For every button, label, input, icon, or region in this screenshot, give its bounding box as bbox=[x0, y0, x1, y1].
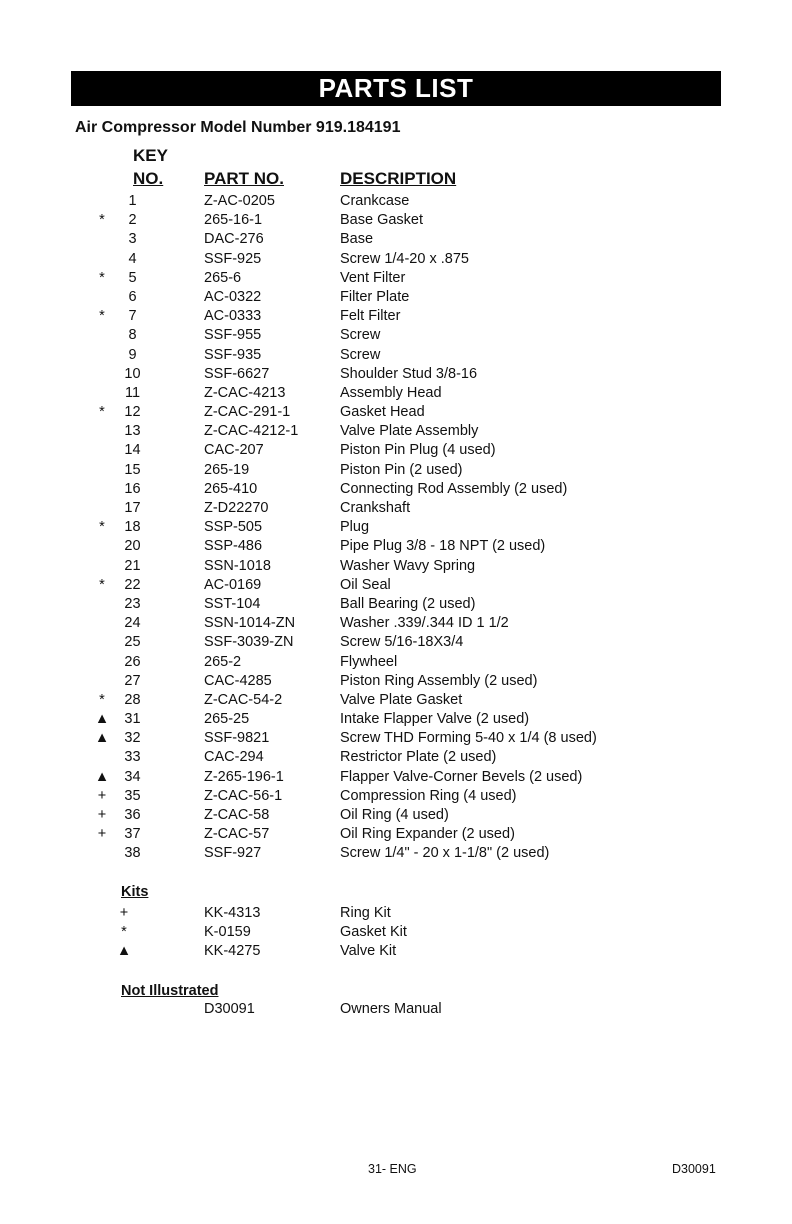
kit-marker: * bbox=[99, 576, 105, 593]
table-row bbox=[0, 288, 792, 307]
part-description: Vent Filter bbox=[340, 269, 406, 286]
key-number: 17 bbox=[124, 500, 141, 516]
table-row bbox=[0, 461, 792, 480]
key-header: KEY bbox=[133, 146, 168, 165]
table-row bbox=[0, 672, 792, 691]
part-number: CAC-207 bbox=[204, 442, 264, 459]
table-row bbox=[0, 384, 792, 403]
table-row bbox=[0, 269, 792, 288]
kit-row bbox=[0, 904, 792, 923]
part-number: SSN-1018 bbox=[204, 557, 271, 574]
key-number: 9 bbox=[128, 346, 137, 363]
kit-marker: * bbox=[99, 212, 105, 229]
part-number: 265-25 bbox=[204, 711, 250, 728]
part-number: CAC-4285 bbox=[204, 672, 272, 689]
not-illustrated-row bbox=[0, 1000, 792, 1019]
key-number: 14 bbox=[124, 442, 141, 459]
no-header: NO. bbox=[133, 169, 164, 188]
kit-marker: * bbox=[121, 924, 127, 941]
part-number: Z-CAC-57 bbox=[204, 826, 270, 843]
part-number: Z-265-196-1 bbox=[204, 768, 284, 785]
part-no-header: PART NO. bbox=[204, 169, 284, 188]
part-number: SSF-955 bbox=[204, 327, 262, 344]
part-description: Oil Ring (4 used) bbox=[340, 807, 449, 823]
page-number: 31- ENG bbox=[368, 1162, 417, 1176]
part-description: Crankshaft bbox=[340, 500, 411, 516]
key-number: 5 bbox=[128, 269, 137, 286]
kit-marker: * bbox=[99, 269, 105, 286]
key-number: 25 bbox=[124, 634, 141, 651]
table-row bbox=[0, 230, 792, 249]
key-number: 34 bbox=[124, 768, 141, 785]
part-number: 265-19 bbox=[204, 461, 250, 478]
key-number: 15 bbox=[124, 461, 141, 478]
table-row bbox=[0, 614, 792, 633]
part-description: Screw 1/4-20 x .875 bbox=[340, 250, 469, 267]
part-description: Felt Filter bbox=[340, 308, 401, 325]
table-row bbox=[0, 441, 792, 460]
table-row bbox=[0, 768, 792, 787]
kit-marker: + bbox=[97, 787, 107, 804]
part-description: Connecting Rod Assembly (2 used) bbox=[340, 480, 568, 497]
key-number: 35 bbox=[124, 787, 141, 804]
kits-title: Kits bbox=[121, 884, 149, 900]
kit-part-number: KK-4275 bbox=[204, 943, 261, 960]
table-row bbox=[0, 710, 792, 729]
part-number: SSF-927 bbox=[204, 845, 262, 862]
key-number: 22 bbox=[124, 576, 141, 593]
key-number: 10 bbox=[124, 365, 141, 382]
parts-list-banner: PARTS LIST bbox=[71, 71, 721, 106]
part-description: Screw 5/16-18X3/4 bbox=[340, 634, 464, 651]
table-row bbox=[0, 557, 792, 576]
table-row bbox=[0, 365, 792, 384]
key-number: 33 bbox=[124, 749, 141, 766]
key-number: 6 bbox=[128, 288, 137, 305]
table-row bbox=[0, 307, 792, 326]
part-number: Z-D22270 bbox=[204, 500, 269, 516]
kit-marker: * bbox=[99, 404, 105, 421]
table-row bbox=[0, 633, 792, 652]
key-number: 23 bbox=[124, 595, 141, 612]
part-number: 265-16-1 bbox=[204, 212, 263, 229]
table-row bbox=[0, 653, 792, 672]
part-description: Pipe Plug 3/8 - 18 NPT (2 used) bbox=[340, 538, 546, 555]
key-number: 36 bbox=[124, 807, 141, 823]
table-row bbox=[0, 806, 792, 825]
table-row bbox=[0, 422, 792, 441]
part-number: Z-CAC-54-2 bbox=[204, 691, 283, 708]
key-number: 28 bbox=[124, 691, 141, 708]
kit-marker: * bbox=[99, 519, 105, 536]
key-number: 2 bbox=[128, 212, 137, 229]
part-description: Shoulder Stud 3/8-16 bbox=[340, 365, 478, 382]
kit-row bbox=[0, 923, 792, 942]
table-row bbox=[0, 576, 792, 595]
key-number: 31 bbox=[124, 711, 141, 728]
part-description: Crankcase bbox=[340, 193, 410, 209]
key-number: 11 bbox=[124, 384, 141, 401]
table-row bbox=[0, 787, 792, 806]
part-number: SSF-925 bbox=[204, 250, 262, 267]
document-code: D30091 bbox=[672, 1162, 716, 1176]
description-header: DESCRIPTION bbox=[340, 169, 457, 188]
part-description: Screw bbox=[340, 327, 381, 344]
kit-row bbox=[0, 942, 792, 961]
part-number: AC-0322 bbox=[204, 288, 262, 305]
kit-marker: ▲ bbox=[94, 711, 110, 728]
part-description: Compression Ring (4 used) bbox=[340, 787, 517, 804]
part-number: SST-104 bbox=[204, 595, 261, 612]
table-row bbox=[0, 748, 792, 767]
table-row bbox=[0, 844, 792, 863]
part-number: Z-CAC-291-1 bbox=[204, 404, 291, 421]
table-row bbox=[0, 691, 792, 710]
part-description: Oil Ring Expander (2 used) bbox=[340, 826, 515, 843]
part-number: AC-0169 bbox=[204, 576, 262, 593]
part-number: SSN-1014-ZN bbox=[204, 615, 296, 632]
part-description: Filter Plate bbox=[340, 288, 410, 305]
part-description: Screw THD Forming 5-40 x 1/4 (8 used) bbox=[340, 730, 597, 747]
part-description: Intake Flapper Valve (2 used) bbox=[340, 711, 530, 728]
table-row bbox=[0, 211, 792, 230]
part-description: Washer Wavy Spring bbox=[340, 557, 476, 574]
kit-marker: + bbox=[119, 905, 129, 921]
part-description: Washer .339/.344 ID 1 1/2 bbox=[340, 615, 509, 632]
not-illustrated-title: Not Illustrated bbox=[121, 983, 219, 999]
kit-marker: ▲ bbox=[94, 768, 110, 785]
model-title: Air Compressor Model Number 919.184191 bbox=[75, 119, 401, 136]
part-number: D30091 bbox=[204, 1001, 255, 1017]
table-row bbox=[0, 537, 792, 556]
table-row bbox=[0, 825, 792, 844]
kit-marker: ▲ bbox=[116, 943, 132, 960]
part-description: Base Gasket bbox=[340, 212, 424, 229]
not-illustrated-table bbox=[0, 1000, 792, 1019]
key-number: 24 bbox=[124, 615, 141, 632]
kit-marker: * bbox=[99, 691, 105, 708]
table-row bbox=[0, 480, 792, 499]
kit-description: Gasket Kit bbox=[340, 924, 407, 941]
kit-marker: + bbox=[97, 807, 107, 823]
key-number: 12 bbox=[124, 404, 141, 421]
part-number: Z-AC-0205 bbox=[204, 193, 275, 209]
part-number: SSP-505 bbox=[204, 519, 263, 536]
part-description: Flywheel bbox=[340, 653, 398, 670]
key-number: 27 bbox=[124, 672, 141, 689]
table-row bbox=[0, 595, 792, 614]
key-number: 3 bbox=[128, 231, 137, 248]
part-number: SSF-3039-ZN bbox=[204, 634, 294, 651]
key-number: 13 bbox=[124, 423, 141, 440]
part-description: Piston Pin (2 used) bbox=[340, 461, 463, 478]
kit-marker: ▲ bbox=[94, 730, 110, 747]
kits-table bbox=[0, 904, 792, 962]
kit-part-number: K-0159 bbox=[204, 924, 251, 941]
table-row bbox=[0, 326, 792, 345]
part-description: Screw 1/4" - 20 x 1-1/8" (2 used) bbox=[340, 845, 550, 862]
table-row bbox=[0, 403, 792, 422]
key-number: 8 bbox=[128, 327, 137, 344]
table-row bbox=[0, 250, 792, 269]
key-number: 37 bbox=[124, 826, 141, 843]
key-number: 16 bbox=[124, 480, 141, 497]
kit-marker: * bbox=[99, 308, 105, 325]
part-number: 265-410 bbox=[204, 480, 258, 497]
part-description: Flapper Valve-Corner Bevels (2 used) bbox=[340, 768, 583, 785]
part-number: AC-0333 bbox=[204, 308, 262, 325]
part-description: Gasket Head bbox=[340, 404, 425, 421]
part-description: Ball Bearing (2 used) bbox=[340, 595, 476, 612]
table-row bbox=[0, 192, 792, 211]
key-number: 7 bbox=[128, 308, 137, 325]
part-number: CAC-294 bbox=[204, 749, 264, 766]
part-description: Owners Manual bbox=[340, 1001, 442, 1017]
part-number: Z-CAC-4213 bbox=[204, 384, 286, 401]
key-number: 1 bbox=[128, 193, 137, 209]
parts-table bbox=[0, 192, 792, 864]
key-number: 4 bbox=[128, 250, 137, 267]
part-number: Z-CAC-56-1 bbox=[204, 787, 283, 804]
kit-part-number: KK-4313 bbox=[204, 905, 261, 921]
part-number: 265-6 bbox=[204, 269, 242, 286]
part-number: DAC-276 bbox=[204, 231, 264, 248]
part-description: Plug bbox=[340, 519, 370, 536]
part-description: Assembly Head bbox=[340, 384, 442, 401]
part-number: Z-CAC-4212-1 bbox=[204, 423, 299, 440]
part-number: SSF-935 bbox=[204, 346, 262, 363]
key-number: 32 bbox=[124, 730, 141, 747]
part-description: Piston Ring Assembly (2 used) bbox=[340, 672, 538, 689]
part-number: SSF-9821 bbox=[204, 730, 270, 747]
table-row bbox=[0, 518, 792, 537]
kit-description: Valve Kit bbox=[340, 943, 397, 960]
part-description: Valve Plate Gasket bbox=[340, 691, 463, 708]
table-row bbox=[0, 499, 792, 518]
part-description: Screw bbox=[340, 346, 381, 363]
part-description: Restrictor Plate (2 used) bbox=[340, 749, 497, 766]
part-description: Oil Seal bbox=[340, 576, 391, 593]
part-description: Base bbox=[340, 231, 374, 248]
key-number: 18 bbox=[124, 519, 141, 536]
part-description: Valve Plate Assembly bbox=[340, 423, 479, 440]
part-number: SSF-6627 bbox=[204, 365, 270, 382]
key-number: 20 bbox=[124, 538, 141, 555]
kit-marker: + bbox=[97, 826, 107, 843]
key-number: 26 bbox=[124, 653, 141, 670]
table-row bbox=[0, 729, 792, 748]
part-description: Piston Pin Plug (4 used) bbox=[340, 442, 496, 459]
kit-description: Ring Kit bbox=[340, 905, 391, 921]
key-number: 21 bbox=[124, 557, 141, 574]
part-number: 265-2 bbox=[204, 653, 242, 670]
table-row bbox=[0, 346, 792, 365]
part-number: Z-CAC-58 bbox=[204, 807, 270, 823]
key-number: 38 bbox=[124, 845, 141, 862]
part-number: SSP-486 bbox=[204, 538, 263, 555]
